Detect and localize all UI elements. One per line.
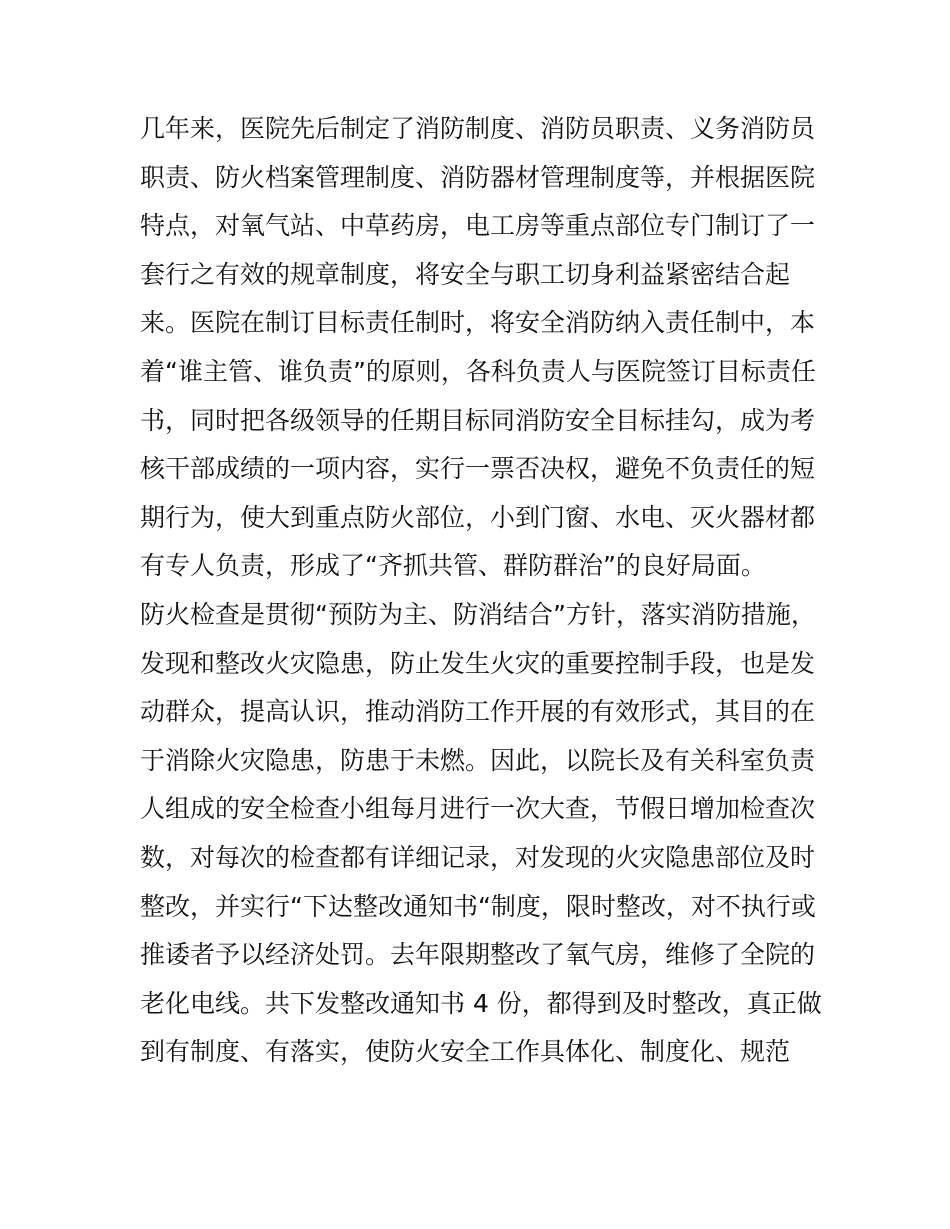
text-line: 发现和整改火灾隐患，防止发生火灾的重要控制手段，也是发 <box>140 648 816 678</box>
text-line: 期行为，使大到重点防火部位，小到门窗、水电、灭火器材都 <box>140 502 816 532</box>
text-line: 核干部成绩的一项内容，实行一票否决权，避免不负责任的短 <box>140 454 816 484</box>
text-line: 职责、防火档案管理制度、消防器材管理制度等，并根据医院 <box>140 162 816 192</box>
text-line: 来。医院在制订目标责任制时，将安全消防纳入责任制中，本 <box>140 308 816 338</box>
text-line: 书，同时把各级领导的任期目标同消防安全目标挂勾，成为考 <box>140 405 816 435</box>
text-line: 动群众，提高认识，推动消防工作开展的有效形式，其目的在 <box>140 697 816 727</box>
text-line: 有专人负责，形成了“齐抓共管、群防群治”的良好局面。 <box>140 551 766 581</box>
text-line: 几年来，医院先后制定了消防制度、消防员职责、义务消防员 <box>140 114 816 143</box>
text-line: 整改，并实行“下达整改通知书“制度，限时整改，对不执行或 <box>140 891 816 921</box>
text-line: 数，对每次的检查都有详细记录，对发现的火灾隐患部位及时 <box>140 842 816 872</box>
text-line: 套行之有效的规章制度，将安全与职工切身利益紧密结合起 <box>140 259 791 289</box>
text-line: 于消除火灾隐患，防患于未燃。因此，以院长及有关科室负责 <box>140 745 816 775</box>
text-line: 到有制度、有落实，使防火安全工作具体化、制度化、规范 <box>140 1037 791 1067</box>
text-line: 老化电线。共下发整改通知书 4 份，都得到及时整改，真正做 <box>140 988 822 1018</box>
text-line: 人组成的安全检查小组每月进行一次大查，节假日增加检查次 <box>140 794 816 824</box>
text-line: 特点，对氧气站、中草药房，电工房等重点部位专门制订了一 <box>140 211 816 241</box>
text-line: 推诿者予以经济处罚。去年限期整改了氧气房，维修了全院的 <box>140 940 816 970</box>
text-line: 防火检查是贯彻“预防为主、防消结合”方针，落实消防措施， <box>140 599 816 629</box>
text-line: 着“谁主管、谁负责”的原则，各科负责人与医院签订目标责任 <box>140 356 816 386</box>
body-text <box>140 105 820 1077</box>
